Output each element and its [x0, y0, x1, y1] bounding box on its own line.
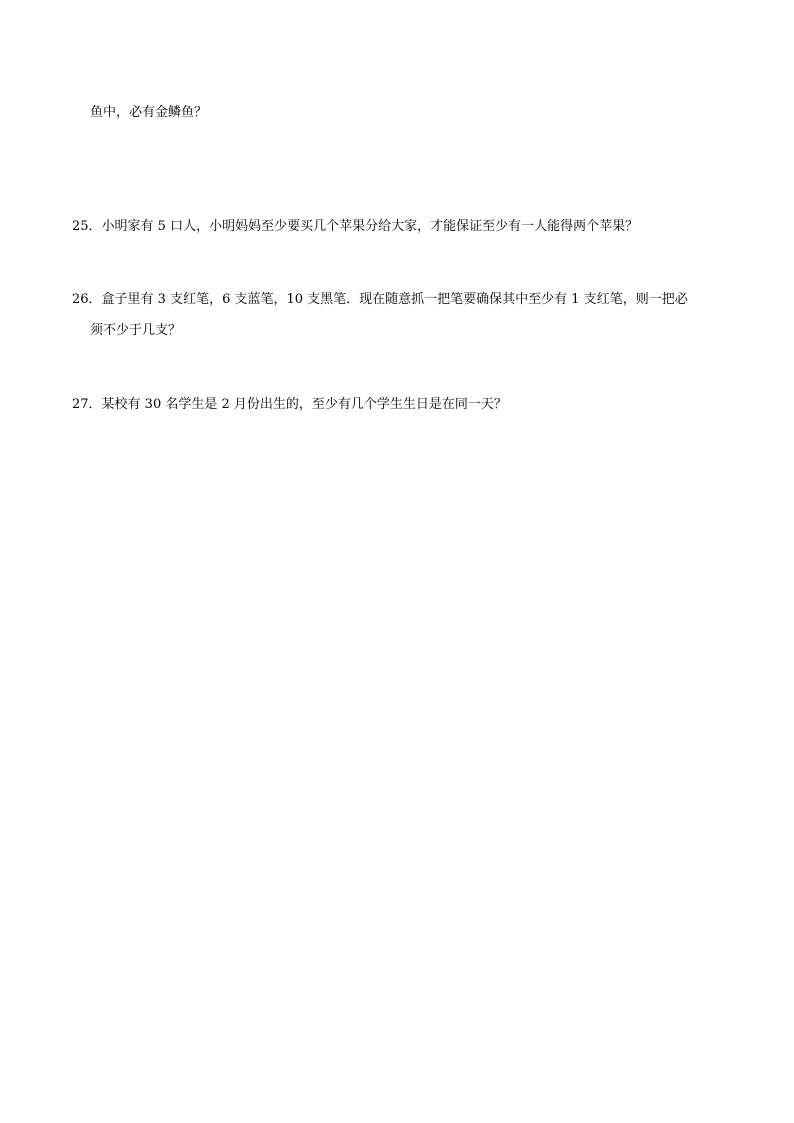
question-text: 小明家有 5 口人，小明妈妈至少要买几个苹果分给大家，才能保证至少有一人能得两个苹果？	[101, 219, 639, 234]
question-number: 25．	[72, 219, 102, 234]
question-25	[72, 218, 638, 236]
question-number: 27．	[72, 397, 102, 412]
question-27	[72, 396, 507, 414]
question-number: 26．	[72, 292, 102, 307]
question-text: 某校有 30 名学生是 2 月份出生的，至少有几个学生生日是在同一天？	[101, 397, 507, 412]
question-text: 盒子里有 3 支红笔，6 支蓝笔，10 支黑笔．现在随意抓一把笔要确保其中至少有 1 支红笔，则一把必	[101, 292, 688, 307]
question-24-continuation: 鱼中，必有金鳞鱼？	[90, 105, 208, 120]
question-26-continuation: 须不少于几支？	[90, 323, 182, 338]
question-26	[72, 291, 688, 309]
